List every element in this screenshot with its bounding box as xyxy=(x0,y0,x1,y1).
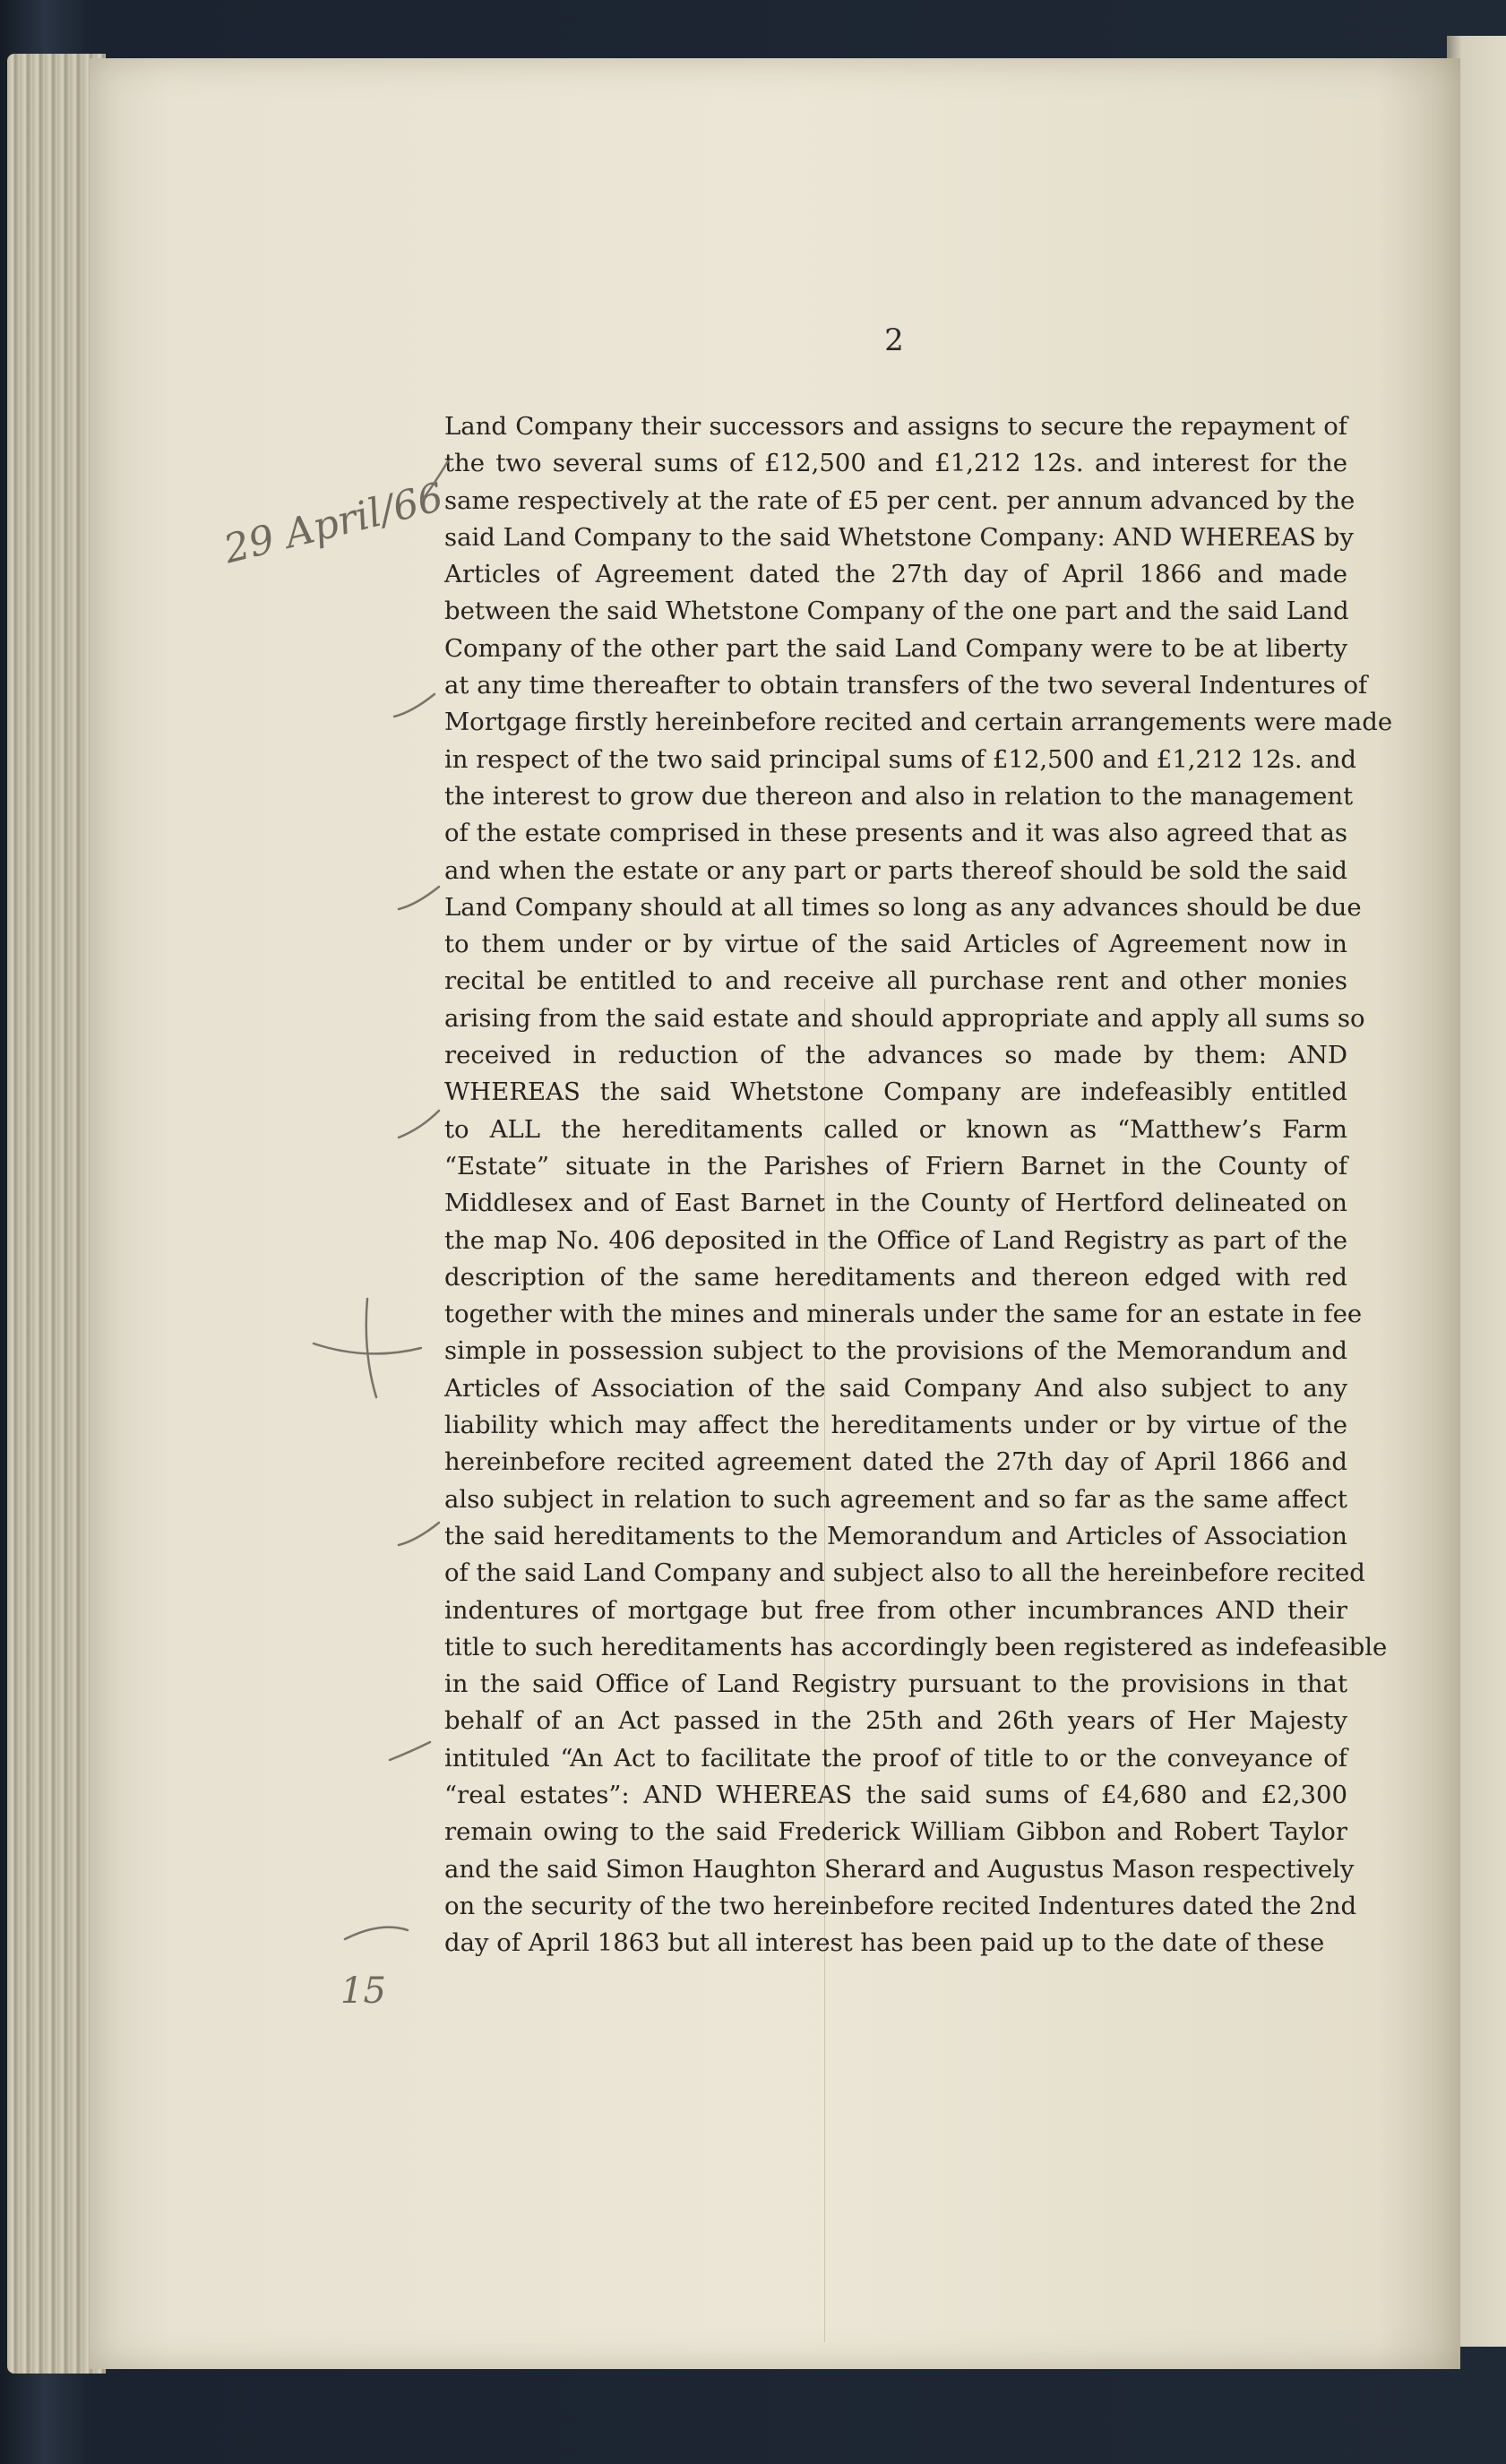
text-line: hereinbefore recited agreement dated the 27th day of April 1866 and xyxy=(444,1447,1347,1477)
text-line: Articles of Agreement dated the 27th day of April 1866 and made xyxy=(444,560,1347,589)
cross-mark xyxy=(366,1299,376,1397)
text-line: the two several sums of £12,500 and £1,212 12s. and interest for the xyxy=(444,449,1347,478)
text-line: to them under or by virtue of the said Articles of Agreement now in xyxy=(444,930,1347,959)
text-line: Company of the other part the said Land Company were to be at liberty xyxy=(444,633,1347,663)
text-line: the interest to grow due thereon and also in relation to the management xyxy=(444,781,1354,811)
text-line: “real estates”: AND WHEREAS the said sums of £4,680 and £2,300 xyxy=(444,1780,1347,1809)
text-line: between the said Whetstone Company of the one part and the said Land xyxy=(444,597,1349,626)
text-line: indentures of mortgage but free from other incumbrances AND their xyxy=(444,1595,1347,1625)
text-line: to ALL the hereditaments called or known as “Matthew’s Farm xyxy=(444,1114,1347,1144)
tick-mark xyxy=(345,1927,408,1939)
text-line: WHEREAS the said Whetstone Company are indefeasibly entitled xyxy=(444,1077,1347,1107)
text-line: Middlesex and of East Barnet in the County of Hertford delineated on xyxy=(444,1189,1347,1218)
text-line: remain owing to the said Frederick William Gibbon and Robert Taylor xyxy=(444,1817,1347,1847)
tick-mark xyxy=(399,1111,439,1138)
text-line: title to such hereditaments has accordingly been registered as indefeasible xyxy=(444,1632,1388,1661)
tick-mark xyxy=(394,694,435,717)
text-line: on the security of the two hereinbefore recited Indentures dated the 2nd xyxy=(444,1891,1357,1920)
tick-mark xyxy=(421,461,448,502)
text-line: said Land Company to the said Whetstone Company: AND WHEREAS by xyxy=(444,522,1354,552)
text-line: behalf of an Act passed in the 25th and 26th years of Her Majesty xyxy=(444,1706,1347,1736)
text-line: recital be entitled to and receive all purchase rent and other monies xyxy=(444,966,1347,996)
text-line: in the said Office of Land Registry pursuant to the provisions in that xyxy=(444,1670,1347,1699)
text-line: Land Company should at all times so long as any advances should be due xyxy=(444,892,1362,922)
text-line: “Estate” situate in the Parishes of Friern Barnet in the County of xyxy=(444,1151,1347,1180)
text-line: of the estate comprised in these presents and it was also agreed that as xyxy=(444,819,1347,848)
text-line: day of April 1863 but all interest has been paid up to the date of these xyxy=(444,1928,1325,1958)
text-line: and when the estate or any part or parts thereof should be sold the said xyxy=(444,855,1347,885)
margin-date-annotation: 29 April/66 xyxy=(219,474,448,573)
text-line: at any time thereafter to obtain transfers of the two several Indentures of xyxy=(444,671,1368,700)
text-line: and the said Simon Haughton Sherard and Augustus Mason respectively xyxy=(444,1854,1355,1884)
page-number: 2 xyxy=(884,322,904,358)
text-line: the map No. 406 deposited in the Office of Land Registry as part of the xyxy=(444,1225,1347,1255)
text-line: Articles of Association of the said Company And also subject to any xyxy=(444,1373,1347,1403)
text-line: same respectively at the rate of £5 per cent. per annum advanced by the xyxy=(444,485,1355,515)
text-line: also subject in relation to such agreement and so far as the same affect xyxy=(444,1484,1347,1514)
text-line: together with the mines and minerals under the same for an estate in fee xyxy=(444,1300,1363,1329)
margin-number-annotation: 15 xyxy=(340,1970,386,2012)
text-line: intituled “An Act to facilitate the proof of title to or the conveyance of xyxy=(444,1743,1347,1773)
text-line: arising from the said estate and should appropriate and apply all sums so xyxy=(444,1003,1365,1033)
text-line: description of the same hereditaments and thereon edged with red xyxy=(444,1262,1347,1292)
text-line: of the said Land Company and subject also to all the hereinbefore recited xyxy=(444,1558,1365,1588)
text-line: Land Company their successors and assigns to secure the repayment of xyxy=(444,412,1347,441)
tick-mark xyxy=(399,887,439,909)
text-line: Mortgage firstly hereinbefore recited and certain arrangements were made xyxy=(444,708,1393,737)
text-line: liability which may affect the hereditaments under or by virtue of the xyxy=(444,1411,1347,1440)
tick-mark xyxy=(390,1742,430,1760)
text-line: in respect of the two said principal sums of £12,500 and £1,212 12s. and xyxy=(444,744,1357,774)
text-line: the said hereditaments to the Memorandum and Articles of Association xyxy=(444,1521,1347,1550)
text-line: simple in possession subject to the provisions of the Memorandum and xyxy=(444,1336,1347,1366)
tick-mark xyxy=(399,1523,439,1545)
text-line: received in reduction of the advances so made by them: AND xyxy=(444,1041,1347,1070)
